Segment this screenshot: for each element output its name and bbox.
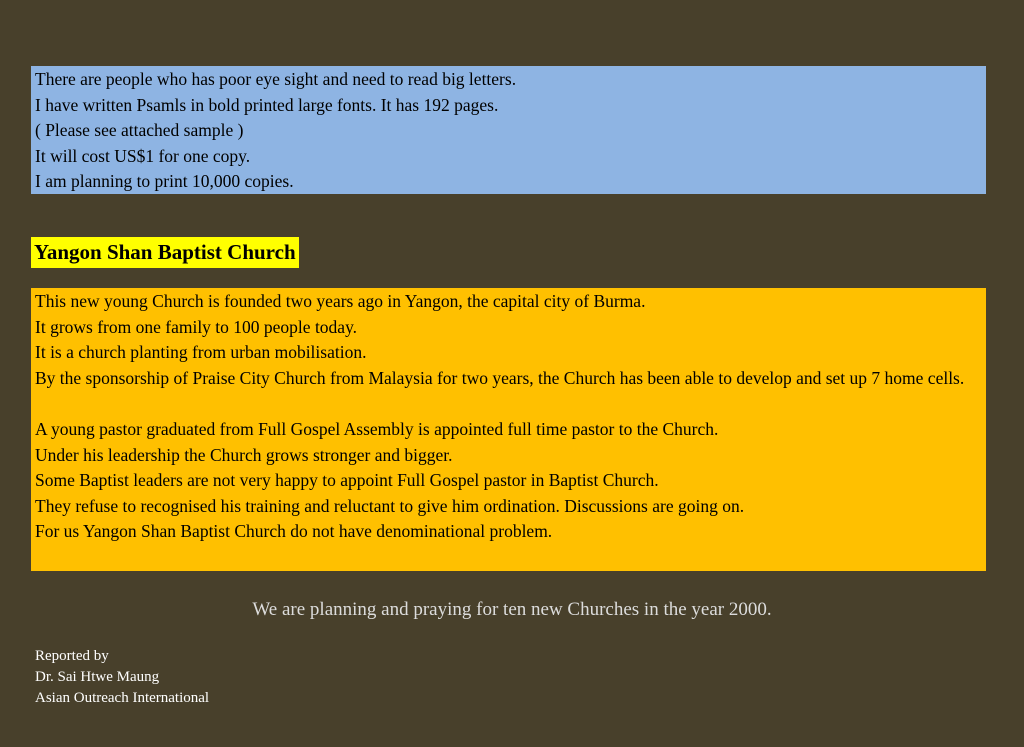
church-paragraph-line: This new young Church is founded two years ago in Yangon, the capital city of Burma. [35,291,646,311]
church-paragraph-line: For us Yangon Shan Baptist Church do not have denominational problem. [35,521,553,542]
church-paragraph-line: It grows from one family to 100 people today. [35,316,358,337]
church-paragraph-line: A young pastor graduated from Full Gospel Assembly is appointed full time pastor to the Church. [35,418,719,439]
church-heading: Yangon Shan Baptist Church [31,237,299,268]
intro-line: I am planning to print 10,000 copies. [35,171,294,192]
reporter-organization: Asian Outreach International [35,690,210,706]
closing-statement: We are planning and praying for ten new Churches in the year 2000. [252,599,772,620]
church-paragraph-line: By the sponsorship of Praise City Church from Malaysia for two years, the Church has been able to develop and set up 7 home cells. [35,367,965,388]
report-signature [35,646,209,709]
church-paragraph-line: They refuse to recognised his training and reluctant to give him ordination. Discussions are going on. [35,495,745,516]
intro-box [31,66,986,194]
report-label: Reported by [35,648,109,664]
intro-line: It will cost US$1 for one copy. [35,145,251,166]
intro-line: I have written Psamls in bold printed large fonts. It has 192 pages. [35,94,499,115]
church-description-box [31,288,986,571]
intro-line: There are people who has poor eye sight and need to read big letters. [35,69,517,89]
reporter-name: Dr. Sai Htwe Maung [35,669,160,685]
church-paragraph-line: Under his leadership the Church grows stronger and bigger. [35,444,453,465]
paragraph-spacer [35,391,980,417]
church-paragraph-line: It is a church planting from urban mobilisation. [35,342,367,363]
church-paragraph-line: Some Baptist leaders are not very happy to appoint Full Gospel pastor in Baptist Church. [35,470,659,491]
intro-line: ( Please see attached sample ) [35,120,244,141]
